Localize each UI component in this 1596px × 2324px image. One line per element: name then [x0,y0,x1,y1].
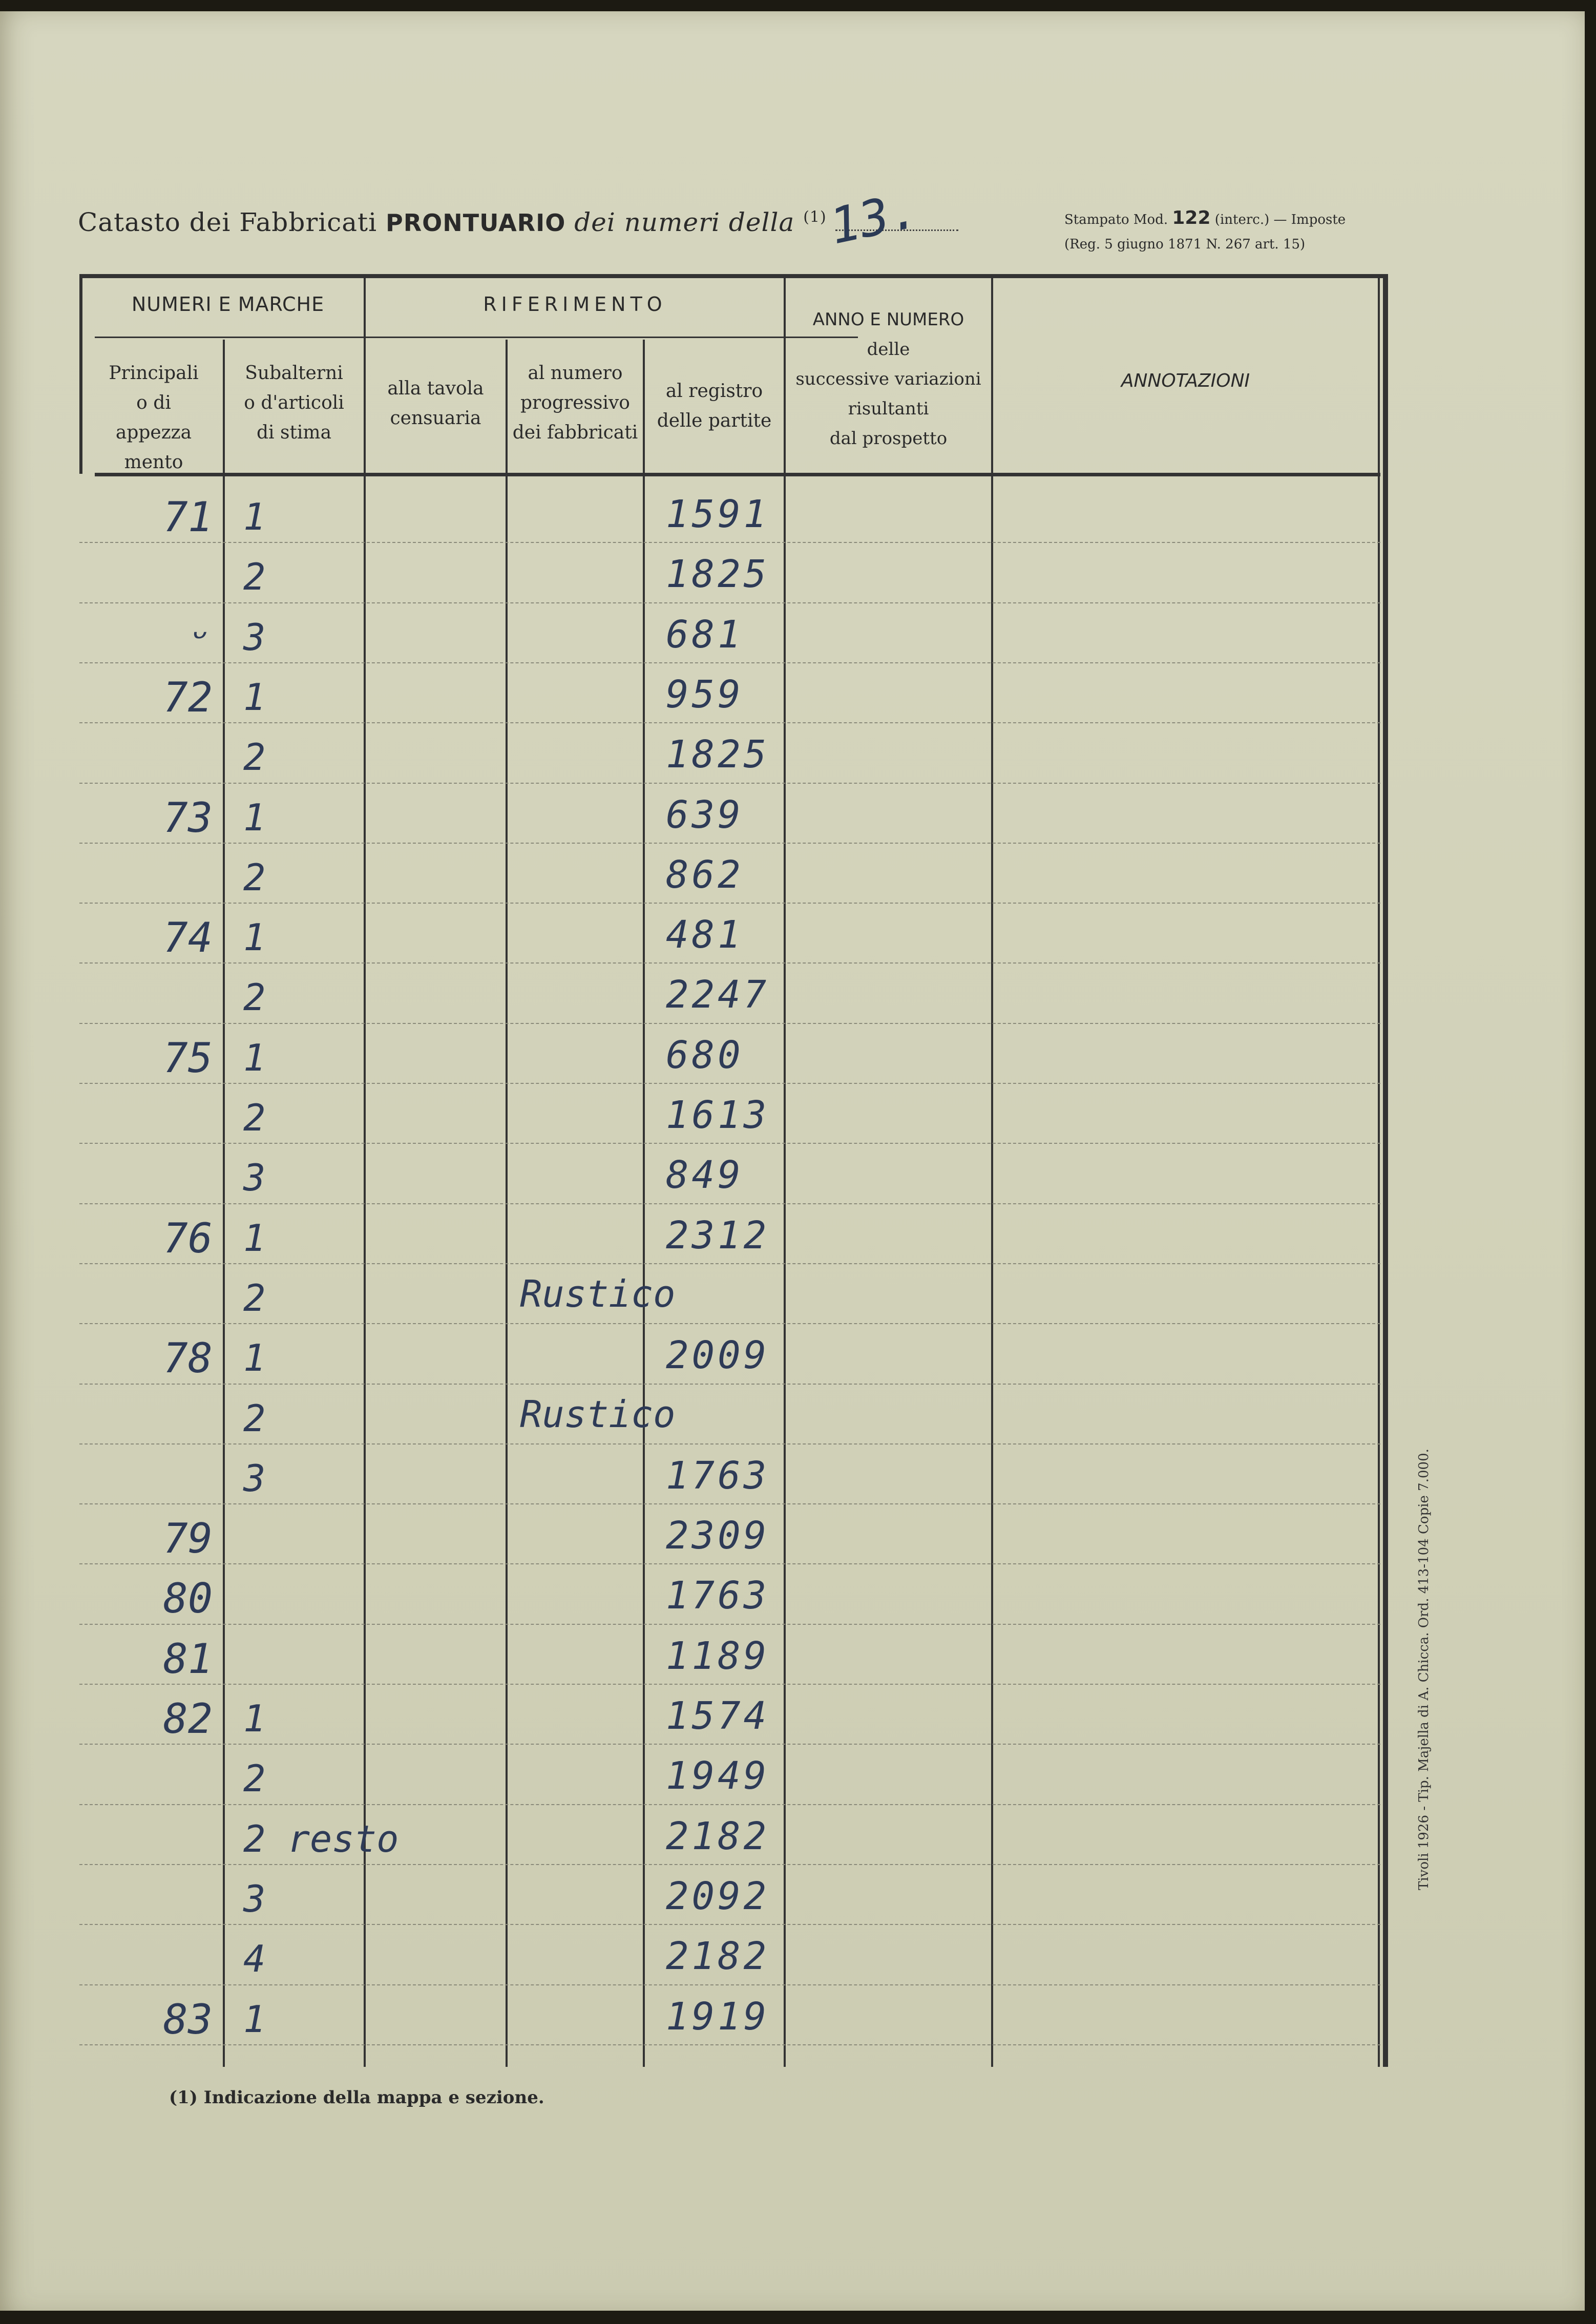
row-rule [79,962,1380,964]
partita-number: 639 [666,792,744,837]
model-suffix: (interc.) — Imposte [1214,212,1346,227]
partita-number: 481 [666,913,744,957]
principale-number: 71 [163,493,213,541]
row-rule [79,1924,1380,1925]
progressivo-note: Rustico [520,1392,676,1436]
subalterno-number: 1 [243,1997,266,2041]
header-subalterni: Subalterni o d'articoli di stima [244,363,344,443]
partita-number: 2247 [666,973,770,1017]
subalterno-number: 1 [243,1216,266,1260]
principale-number: 82 [163,1695,213,1743]
header-annotazioni: ANNOTAZIONI [1121,370,1250,391]
subalterno-number: 4 [243,1937,266,1981]
model-imprint [1064,206,1372,257]
table-right-rule [1383,274,1388,2067]
subalterno-number: 2 [243,736,266,779]
table-left-rule [79,274,82,474]
partita-number: 1574 [666,1694,770,1738]
row-rule [79,1864,1380,1865]
row-rule [79,903,1380,904]
principale-number: 81 [163,1635,213,1683]
subalterno-number: 2 [243,555,266,599]
model-regulation: (Reg. 5 giugno 1871 N. 267 art. 15) [1064,237,1306,252]
subalterno-number: 3 [243,1156,266,1200]
principale-number: 83 [163,1995,213,2043]
row-rule [79,1263,1380,1264]
subalterno-number: 1 [243,916,266,959]
header-registro: al registro delle partite [657,381,772,431]
subalterno-number: 2 [243,976,266,1019]
partita-number: 1919 [666,1994,770,2039]
row-rule [79,2044,1380,2045]
header-progressivo: al numero progressivo dei fabbricati [512,363,638,443]
header-bottom-rule [95,473,1380,476]
principale-number: 76 [163,1214,213,1262]
title-subtitle: dei numeri della [574,207,795,237]
table-top-rule [79,274,1388,278]
handwritten-section-number: 13. [825,181,924,256]
group-rule-numeri [95,337,369,338]
partita-number: 2309 [666,1514,770,1558]
row-rule [79,1684,1380,1685]
title-main: PRONTUARIO [386,209,566,237]
subalterno-number: 2 [243,1757,266,1800]
row-rule [79,843,1380,844]
principale-number: 74 [163,914,213,962]
subalterno-number: 3 [243,1877,266,1920]
subalterno-number: 1 [243,1697,266,1740]
row-rule [79,783,1380,784]
model-number: 122 [1172,207,1211,228]
row-rule [79,1083,1380,1084]
row-rule [79,1323,1380,1324]
row-rule [79,1023,1380,1024]
partita-number: 959 [666,672,744,717]
partita-number: 1763 [666,1574,770,1618]
partita-number: 2092 [666,1874,770,1918]
ledger-table [79,274,1388,2067]
model-label: Stampato Mod. [1064,212,1168,227]
partita-number: 1189 [666,1634,770,1678]
row-rule [79,1744,1380,1745]
subalterno-number: 1 [243,1336,266,1380]
title-prefix: Catasto dei Fabbricati [78,207,377,237]
principale-number: 80 [163,1575,213,1623]
row-rule [79,1563,1380,1564]
principale-number: ᵕ [187,613,213,661]
partita-number: 1763 [666,1453,770,1498]
subalterno-number: 2 [243,855,266,899]
row-rule [79,1984,1380,1985]
principale-number: 79 [163,1515,213,1563]
partita-number: 1591 [666,492,770,536]
side-imprint: Tivoli 1926 - Tip. Majella di A. Chicca. Ord. 413-104 Copie 7.000. [1416,1449,1432,1890]
partita-number: 1949 [666,1754,770,1798]
subalterno-number: 2 [243,1096,266,1139]
header-principali: Principali o di appezza mento [109,363,199,473]
partita-number: 681 [666,612,744,657]
partita-number: 2182 [666,1814,770,1858]
partita-number: 1613 [666,1093,770,1137]
partita-number: 680 [666,1033,744,1077]
principale-number: 73 [163,793,213,842]
subalterno-number: 2 [243,1396,266,1440]
subalterno-number: 3 [243,1456,266,1500]
row-rule [79,1503,1380,1504]
header-tavola: alla tavola censuaria [387,378,484,429]
subalterno-number: 1 [243,675,266,719]
page-title [78,207,958,237]
row-rule [79,722,1380,723]
subalterno-number: 2 resto [243,1817,399,1860]
row-rule [79,602,1380,603]
footnote-ref: (1) [803,208,827,226]
row-rule [79,1443,1380,1444]
partita-number: 849 [666,1153,744,1198]
header-numeri-marche: NUMERI E MARCHE [131,293,325,316]
partita-number: 1825 [666,552,770,597]
page-edge-right [1585,0,1596,2324]
subalterno-number: 1 [243,495,266,538]
page-edge-top [0,0,1596,11]
progressivo-note: Rustico [520,1272,676,1315]
subalterno-number: 3 [243,615,266,659]
partita-number: 2182 [666,1934,770,1979]
subalterno-number: 1 [243,795,266,839]
principale-number: 78 [163,1334,213,1383]
subalterno-number: 1 [243,1036,266,1079]
principale-number: 75 [163,1034,213,1082]
footnote: (1) Indicazione della mappa e sezione. [169,2087,544,2108]
principale-number: 72 [163,673,213,721]
row-rule [79,542,1380,543]
row-rule [79,662,1380,663]
partita-number: 1825 [666,732,770,777]
row-rule [79,1804,1380,1805]
row-rule [79,1384,1380,1385]
header-riferimento: RIFERIMENTO [483,293,667,316]
partita-number: 2009 [666,1333,770,1378]
partita-number: 862 [666,852,744,897]
row-rule [79,1203,1380,1204]
subalterno-number: 2 [243,1276,266,1320]
partita-number: 2312 [666,1213,770,1258]
row-rule [79,1624,1380,1625]
row-rule [79,1143,1380,1144]
page-edge-bottom [0,2311,1596,2324]
header-anno-numero: ANNO E NUMERO delle successive variazioni risultanti dal prospetto [795,309,981,449]
